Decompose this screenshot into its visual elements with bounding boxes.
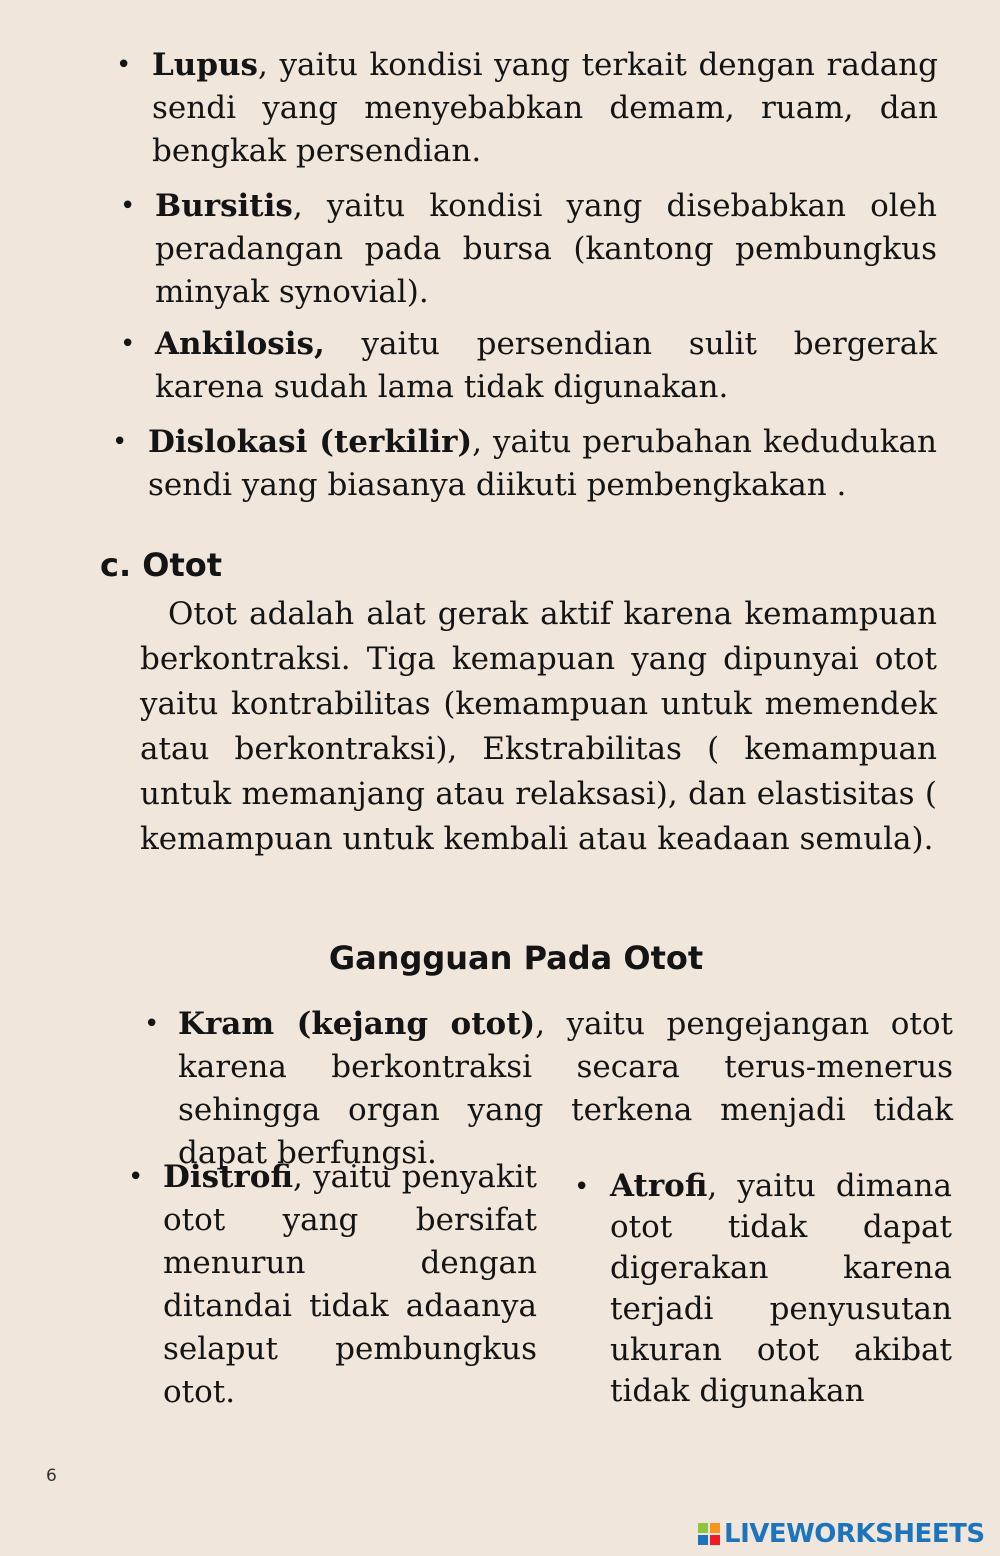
term: Dislokasi (terkilir) [148,424,473,460]
definition: , yaitu kondisi yang disebabkan oleh peradangan pada bursa (kantong pembungkus minyak synovial). [155,188,937,310]
list-item-atrofi [610,1166,952,1412]
logo-icon [697,1522,721,1546]
list-item-lupus [152,44,938,173]
list-item-kram [178,1003,953,1175]
definition: , yaitu dimana otot tidak dapat digerakan karena terjadi penyusutan ukuran otot akibat tidak digunakan [610,1168,952,1409]
term: Bursitis [155,188,293,224]
section-title: c. Otot [100,546,223,584]
definition: , yaitu perubahan kedudukan sendi yang biasanya diikuti pembengkakan . [148,424,937,503]
list-item-distrofi [163,1156,537,1414]
term: Atrofi [610,1168,708,1204]
list-item-ankilosis [155,323,937,409]
section-paragraph: Otot adalah alat gerak aktif karena kemampuan berkontraksi. Tiga kemapuan yang dipunyai otot yaitu kontrabilitas (kemampuan untuk memendek atau berkontraksi), Ekstrabilitas ( kemampuan untuk memanjang atau relaksasi), dan elastisitas ( kemampuan untuk kembali atau keadaan semula). [140,596,937,857]
term: Ankilosis, [155,326,325,362]
bullet: • [574,1172,590,1202]
definition: , yaitu kondisi yang terkait dengan radang sendi yang menyebabkan demam, ruam, dan bengkak persendian. [152,47,938,169]
subheading: Gangguan Pada Otot [328,939,704,977]
page-number: 6 [46,1466,57,1486]
term: Lupus [152,47,259,83]
list-item-bursitis [155,185,937,314]
bullet: • [144,1009,160,1039]
bullet: • [116,50,132,80]
bullet: • [128,1162,144,1192]
watermark-text: LIVEWORKSHEETS [724,1519,985,1549]
bullet: • [120,329,136,359]
term: Distrofi [163,1159,293,1195]
bullet: • [120,191,136,221]
term: Kram (kejang otot) [178,1006,536,1042]
liveworksheets-logo[interactable] [697,1519,985,1549]
definition: , yaitu penyakit otot yang bersifat menurun dengan ditandai tidak adaanya selaput pembungkus otot. [163,1159,537,1410]
definition: yaitu persendian sulit bergerak karena sudah lama tidak digunakan. [155,326,937,405]
list-item-dislokasi [148,421,937,507]
definition: , yaitu pengejangan otot karena berkontraksi secara terus-menerus sehingga organ yang terkena menjadi tidak dapat berfungsi. [178,1006,953,1171]
bullet: • [112,427,128,457]
